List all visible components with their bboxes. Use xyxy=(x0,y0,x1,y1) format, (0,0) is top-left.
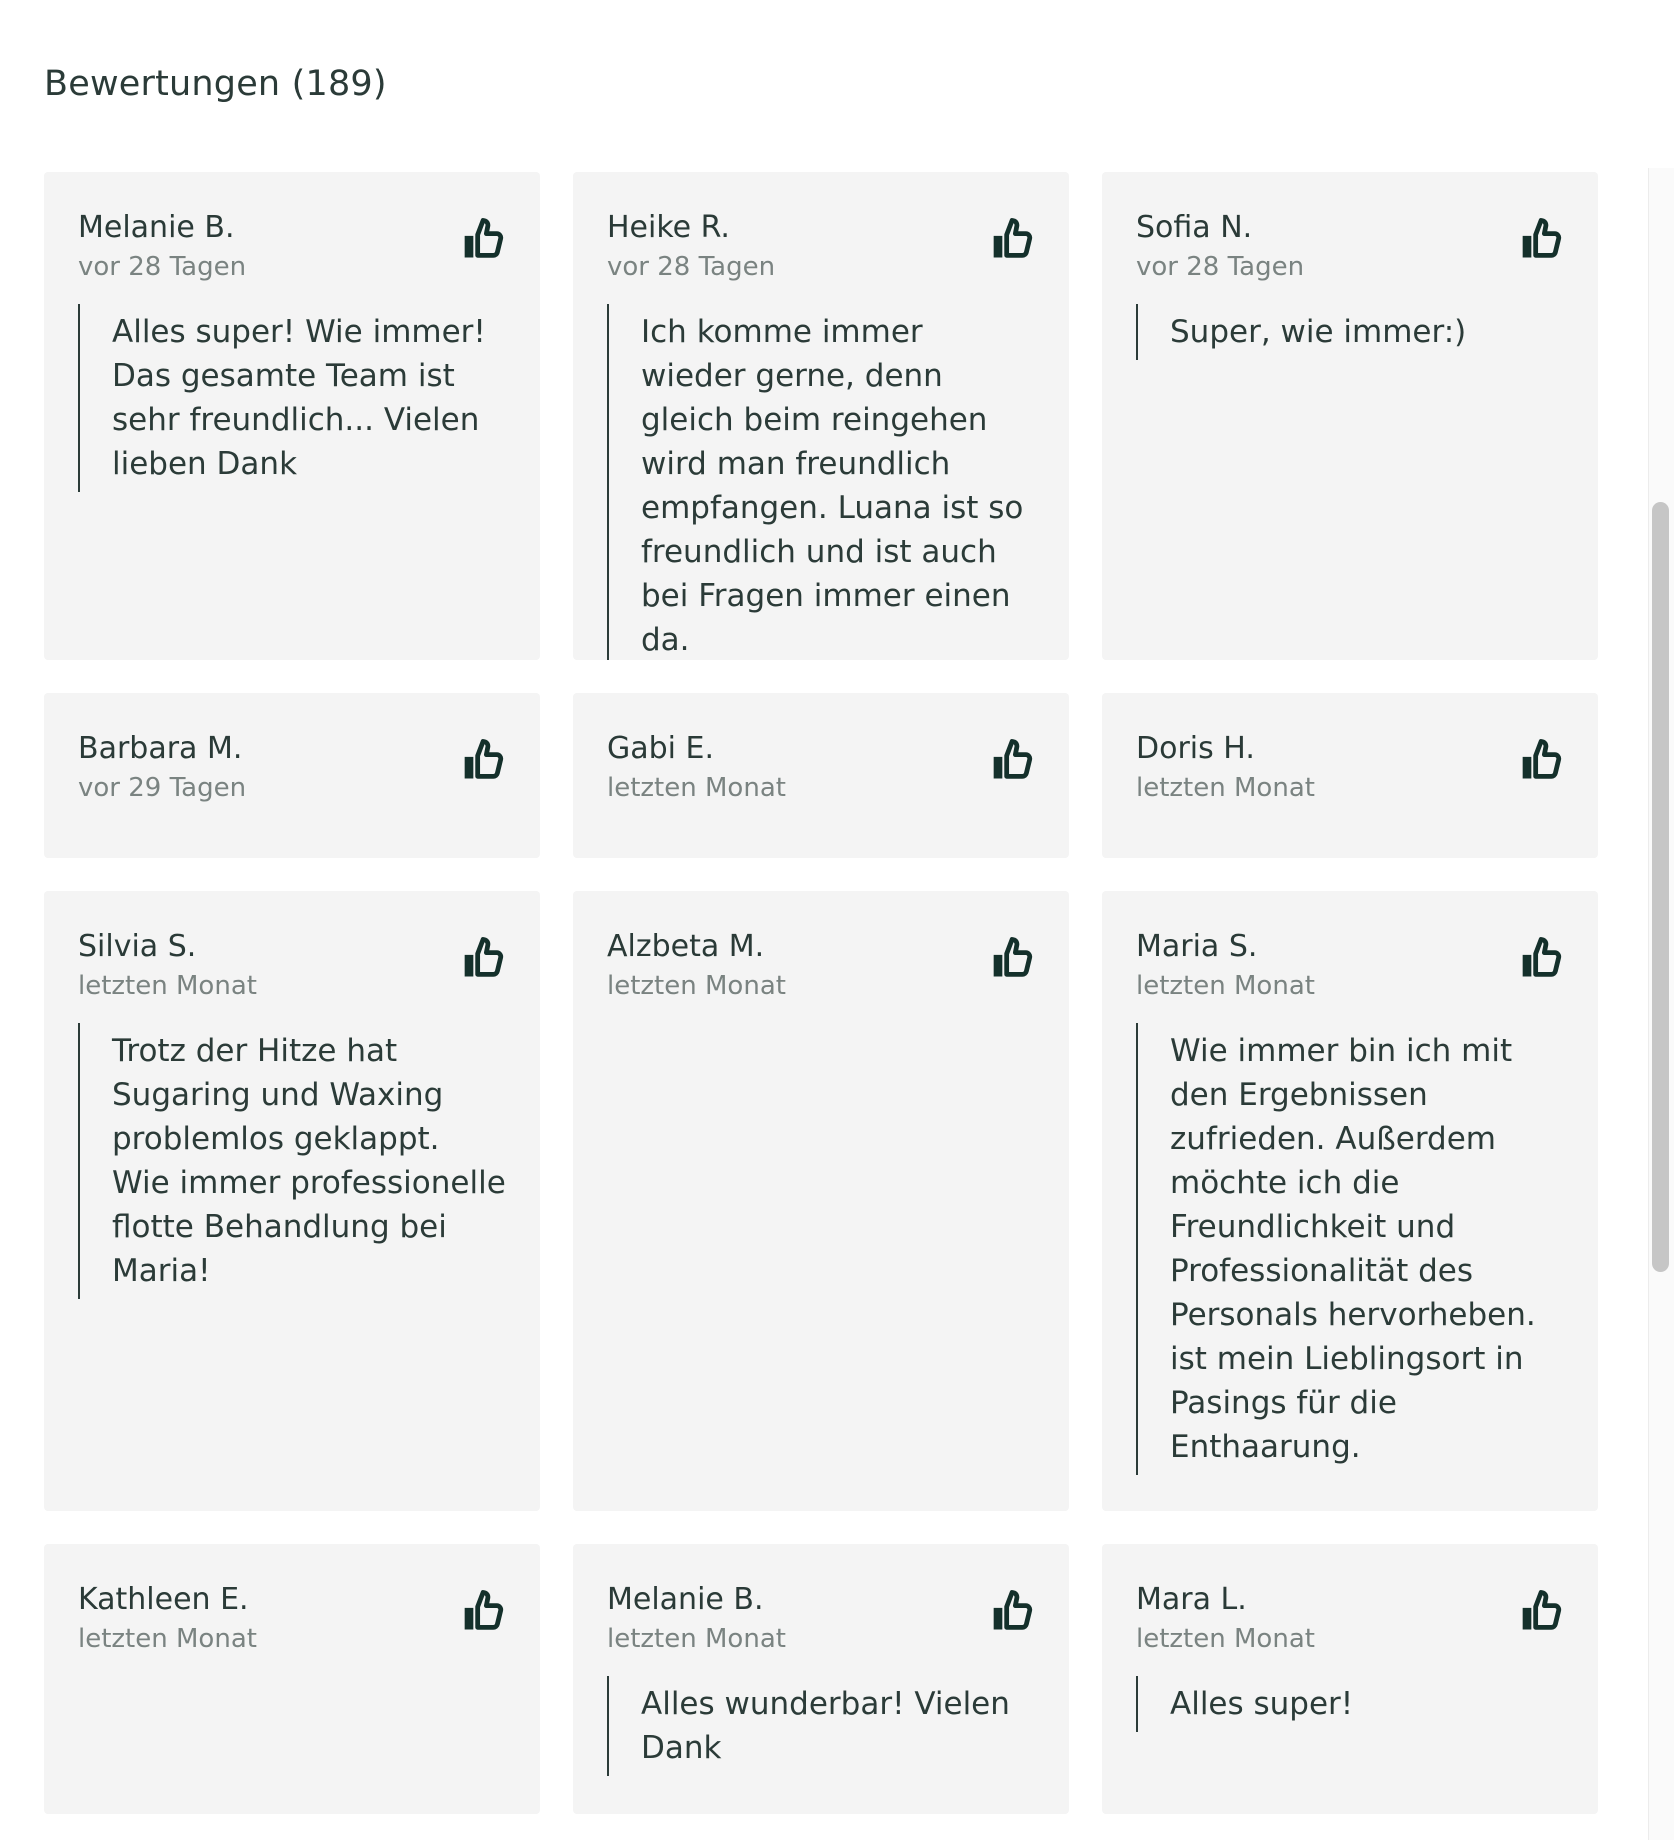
reviewer-name: Alzbeta M. xyxy=(607,929,765,964)
review-date: letzten Monat xyxy=(78,1624,257,1654)
review-card xyxy=(573,891,1069,1511)
reviews-title: Bewertungen (189) xyxy=(44,64,387,104)
thumbs-up-icon xyxy=(985,733,1037,785)
review-date: letzten Monat xyxy=(1136,1624,1315,1654)
review-text: Alles super! xyxy=(1136,1676,1564,1732)
reviewer-name: Silvia S. xyxy=(78,929,197,964)
review-card xyxy=(1102,693,1598,858)
reviewer-name: Sofia N. xyxy=(1136,210,1253,245)
review-date: letzten Monat xyxy=(78,971,257,1001)
review-card xyxy=(44,1544,540,1814)
review-card xyxy=(44,172,540,660)
reviewer-name: Heike R. xyxy=(607,210,730,245)
review-date: letzten Monat xyxy=(1136,773,1315,803)
review-card xyxy=(1102,1544,1598,1814)
review-date: letzten Monat xyxy=(607,971,786,1001)
reviewer-name: Melanie B. xyxy=(607,1582,764,1617)
reviewer-name: Barbara M. xyxy=(78,731,243,766)
thumbs-up-icon xyxy=(985,931,1037,983)
review-text: Super, wie immer:) xyxy=(1136,304,1564,360)
reviewer-name: Gabi E. xyxy=(607,731,715,766)
review-date: vor 28 Tagen xyxy=(607,252,776,282)
thumbs-up-icon xyxy=(1514,212,1566,264)
reviewer-name: Melanie B. xyxy=(78,210,235,245)
review-text: Ich komme immer wieder gerne, denn gleich beim reingehen wird man freundlich empfangen. Luana ist so freundlich und ist auch bei Fragen immer einen da. xyxy=(607,304,1035,660)
review-text: Alles wunderbar! Vielen Dank xyxy=(607,1676,1035,1776)
thumbs-up-icon xyxy=(1514,733,1566,785)
thumbs-up-icon xyxy=(1514,1584,1566,1636)
thumbs-up-icon xyxy=(985,212,1037,264)
review-date: vor 28 Tagen xyxy=(1136,252,1305,282)
thumbs-up-icon xyxy=(456,931,508,983)
reviewer-name: Mara L. xyxy=(1136,1582,1247,1617)
thumbs-up-icon xyxy=(456,733,508,785)
review-card xyxy=(44,891,540,1511)
thumbs-up-icon xyxy=(985,1584,1037,1636)
review-date: vor 29 Tagen xyxy=(78,773,247,803)
review-date: letzten Monat xyxy=(1136,971,1315,1001)
review-card xyxy=(1102,891,1598,1511)
reviewer-name: Kathleen E. xyxy=(78,1582,249,1617)
review-card xyxy=(1102,172,1598,660)
review-date: letzten Monat xyxy=(607,773,786,803)
thumbs-up-icon xyxy=(1514,931,1566,983)
reviewer-name: Doris H. xyxy=(1136,731,1255,766)
thumbs-up-icon xyxy=(456,212,508,264)
review-date: letzten Monat xyxy=(607,1624,786,1654)
review-text: Alles super! Wie immer! Das gesamte Team ist sehr freundlich... Vielen lieben Dank xyxy=(78,304,506,492)
reviewer-name: Maria S. xyxy=(1136,929,1258,964)
reviews-grid xyxy=(44,172,1600,1814)
review-text: Wie immer bin ich mit den Ergebnissen zufrieden. Außerdem möchte ich die Freundlichkeit und Professionalität des Personals hervorheben. ist mein Lieblingsort in Pasings für die Enthaarung. xyxy=(1136,1023,1564,1475)
scrollbar-thumb[interactable] xyxy=(1652,502,1669,1272)
review-card xyxy=(573,1544,1069,1814)
review-card xyxy=(573,172,1069,660)
review-text: Trotz der Hitze hat Sugaring und Waxing problemlos geklappt. Wie immer professionelle flotte Behandlung bei Maria! xyxy=(78,1023,506,1299)
thumbs-up-icon xyxy=(456,1584,508,1636)
review-date: vor 28 Tagen xyxy=(78,252,247,282)
review-card xyxy=(573,693,1069,858)
review-card xyxy=(44,693,540,858)
